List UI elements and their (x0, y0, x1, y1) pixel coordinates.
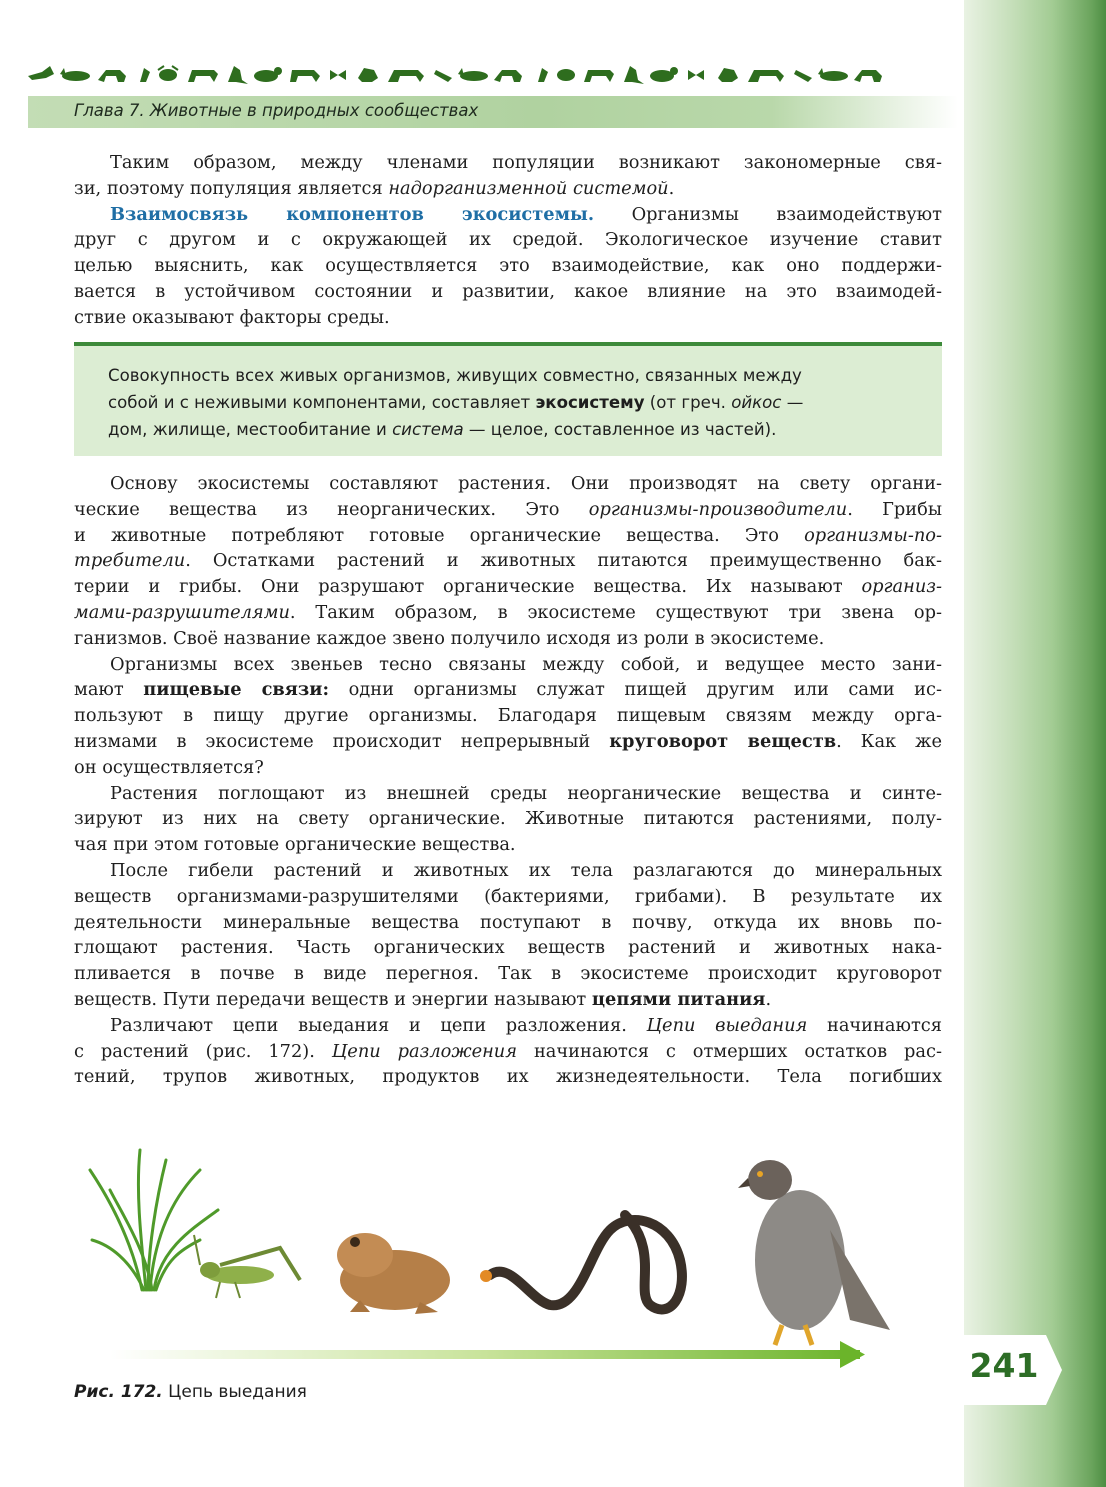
chapter-title: Глава 7. Животные в природных сообществах (74, 101, 479, 120)
text-line: ческие вещества из неорганических. Это организмы-производители. Грибы (74, 498, 942, 520)
text-line: с растений (рис. 172). Цепи разложения начинаются с отмерших остатков рас- (74, 1040, 942, 1062)
text-line: пользуют в пищу другие организмы. Благодаря пищевым связям между орга- (74, 705, 942, 727)
text-line: мами-разрушителями. Таким образом, в экосистеме существуют три звена ор- (74, 601, 942, 623)
page-number: 241 (969, 1346, 1039, 1385)
hawk-icon (738, 1160, 890, 1345)
text-line: мают пищевые связи: одни организмы служат пищей другим или сами ис- (74, 679, 942, 701)
text-line: Основу экосистемы составляют растения. Они производят на свету органи- (110, 473, 942, 494)
caption-label: Рис. 172. (74, 1382, 163, 1402)
grass-icon (90, 1150, 218, 1290)
text-line: друг с другом и с окружающей их средой. Экологическое изучение ставит (74, 229, 942, 251)
text-line: чая при этом готовые органические вещества. (74, 834, 516, 856)
definition-line: дом, жилище, местообитание и система — целое, составленное из частей). (108, 420, 777, 439)
definition-line: собой и с неживыми компонентами, составляет экосистему (от греч. ойкос — (108, 393, 804, 412)
text-line: веществ. Пути передачи веществ и энергии называют цепями питания. (74, 988, 772, 1010)
body-text (74, 471, 942, 1090)
animal-silhouettes-decor (28, 62, 893, 88)
text-line: тений, трупов животных, продуктов их жизнедеятельности. Тела погибших (74, 1066, 942, 1088)
side-decor-strip (964, 0, 1106, 1487)
text-line: ствие оказывают факторы среды. (74, 306, 390, 328)
text-line: вается в устойчивом состоянии и развитии, какое влияние на это взаимодей- (74, 280, 942, 302)
snake-head-icon (480, 1270, 492, 1282)
toad-icon (337, 1233, 450, 1314)
food-chain-figure (70, 1130, 940, 1370)
grasshopper-icon (194, 1235, 300, 1298)
definition-box (74, 342, 942, 456)
text-line: Организмы всех звеньев тесно связаны между собой, и ведущее место зани- (110, 653, 942, 675)
text-line: зируют из них на свету органические. Животные питаются растениями, полу- (74, 808, 942, 830)
text-line: требители. Остатками растений и животных питаются преимущественно бак- (74, 550, 942, 572)
chain-direction-arrow (110, 1341, 865, 1368)
text-line: ганизмов. Своё название каждое звено получило исходя из роли в экосистеме. (74, 627, 825, 649)
chapter-header-bar (28, 96, 958, 128)
text-line: низмами в экосистеме происходит непрерывный круговорот веществ. Как же (74, 730, 942, 752)
text-line: деятельности минеральные вещества поступают в почву, откуда их вновь по- (74, 911, 942, 933)
text-line: и животные потребляют готовые органические вещества. Это организмы-по- (74, 524, 942, 546)
text-line: терии и грибы. Они разрушают органические вещества. Их называют организ- (74, 576, 942, 598)
text-line: Таким образом, между членами популяции возникают закономерные свя- (110, 152, 942, 173)
text-line: После гибели растений и животных их тела разлагаются до минеральных (110, 859, 942, 881)
intro-paragraphs (74, 150, 942, 331)
text-line: зи, поэтому популяция является надорганизменной системой. (74, 177, 675, 199)
text-line: глощают растения. Часть органических веществ растений и животных нака- (74, 937, 942, 959)
section-title: Взаимосвязь компонентов экосистемы. (110, 203, 595, 225)
definition-line: Совокупность всех живых организмов, живущих совместно, связанных между (108, 366, 802, 385)
text-line: Растения поглощают из внешней среды неорганические вещества и синте- (110, 782, 942, 804)
text-line: он осуществляется? (74, 756, 264, 778)
snake-icon (490, 1215, 682, 1309)
text-line: целью выяснить, как осуществляется это взаимодействие, как оно поддержи- (74, 255, 942, 277)
section-heading-line: Взаимосвязь компонентов экосистемы. Организмы взаимодействуют (110, 203, 942, 225)
text-line: Различают цепи выедания и цепи разложения. Цепи выедания начинаются (110, 1014, 942, 1036)
caption-text: Цепь выедания (162, 1382, 307, 1402)
figure-caption (74, 1382, 307, 1402)
text-line: пливается в почве в виде перегноя. Так в экосистеме происходит круговорот (74, 963, 942, 985)
text-line: веществ организмами-разрушителями (бактериями, грибами). В результате их (74, 885, 942, 907)
